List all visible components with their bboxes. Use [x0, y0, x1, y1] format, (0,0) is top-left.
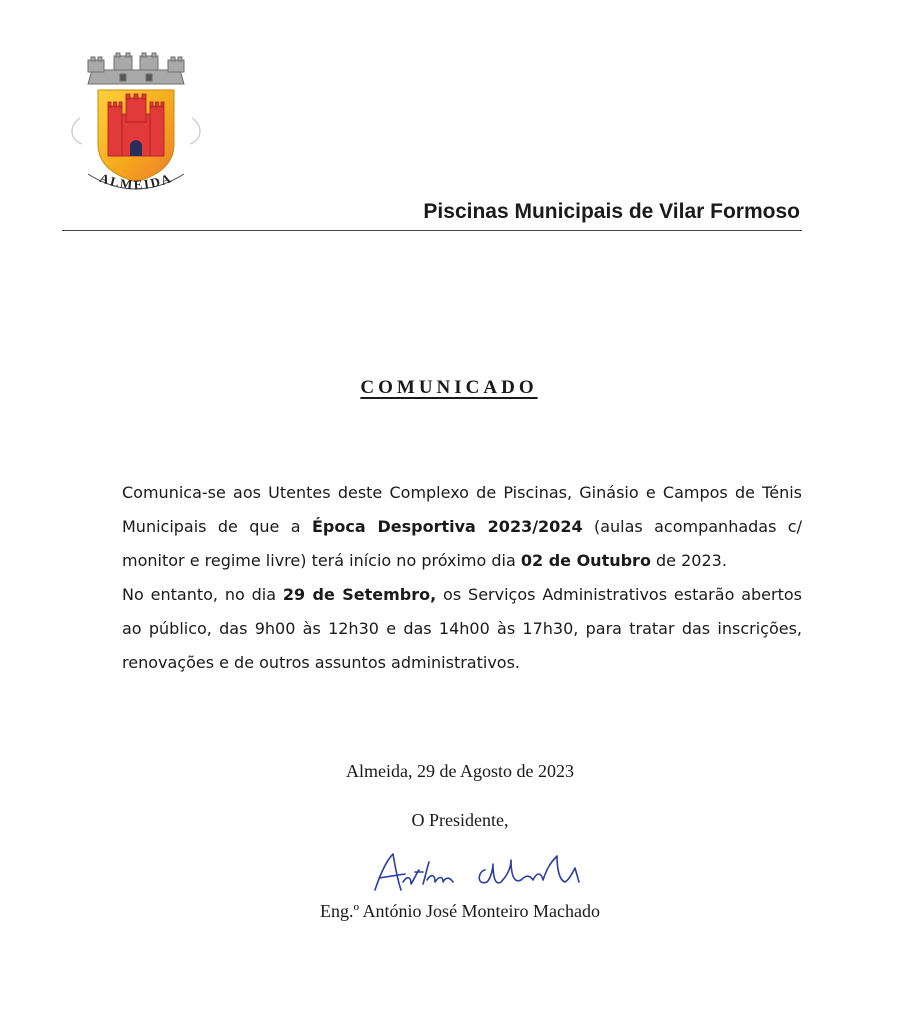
notice-paragraph: No entanto, no dia 29 de Setembro, os Serviços Administrativos estarão abertos ao público, das 9h00 às 12h30 e das 14h00 às 17h30, para tratar das inscrições, renovações e de outros assuntos administrativos. [122, 585, 803, 672]
almeida-coat-of-arms [58, 48, 214, 204]
notice-paragraph: Comunica-se aos Utentes deste Complexo de Piscinas, Ginásio e Campos de Ténis Municipais de que a Época Desportiva 2023/2024 (aulas acompanhadas c/ monitor e regime livre) terá início no próximo dia 02 de Outubro de 2023. [122, 483, 802, 570]
place-and-date: Almeida, 29 de Agosto de 2023 [346, 761, 574, 781]
page-title: Piscinas Municipais de Vilar Formoso [423, 200, 800, 223]
header-divider [62, 230, 802, 231]
notice-heading: COMUNICADO [360, 377, 538, 398]
signatory-name: Eng.º António José Monteiro Machado [319, 901, 601, 921]
crest-motto: ALMEIDA [97, 169, 175, 193]
notice-body [122, 476, 802, 680]
mural-crown-icon [88, 53, 184, 84]
signatory-role: O Presidente, [411, 810, 509, 830]
handwritten-signature [365, 842, 615, 902]
